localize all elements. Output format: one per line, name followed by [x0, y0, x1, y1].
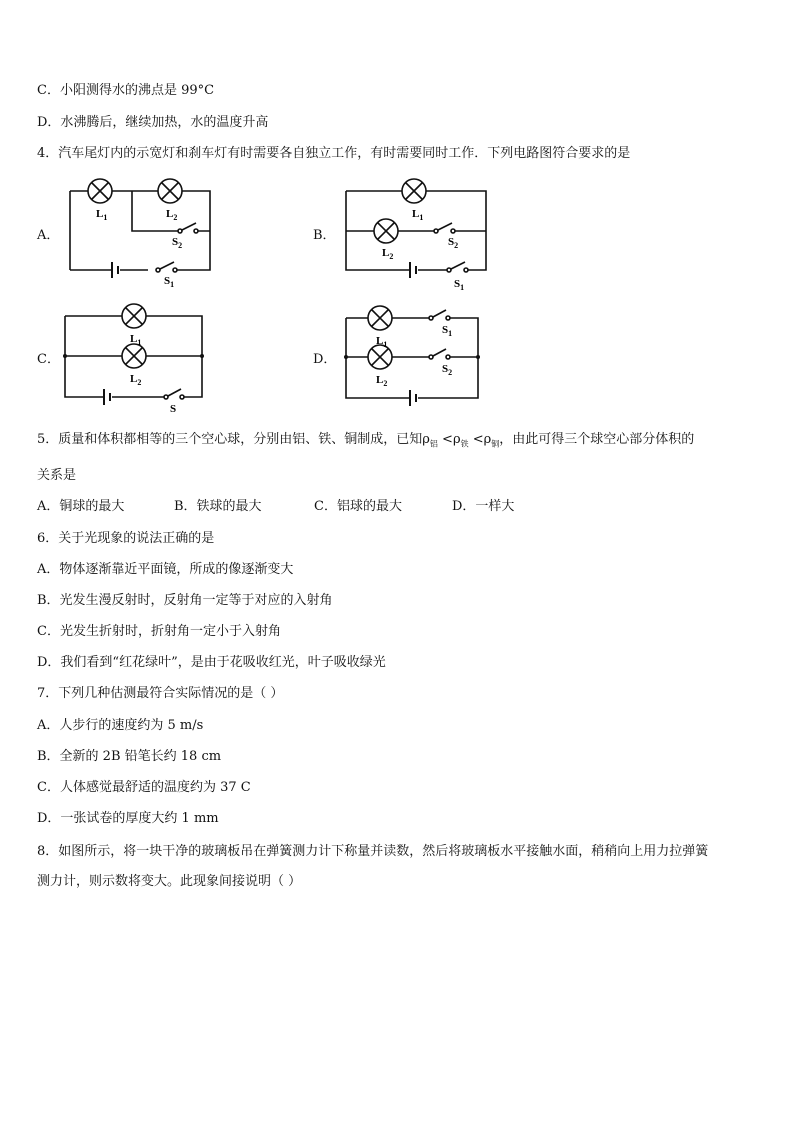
- circuit-diagram-c: [60, 300, 220, 415]
- label-s1: $S_1$: [442, 324, 453, 338]
- label-l2: $L_2$: [166, 208, 178, 222]
- label-s: S: [170, 403, 177, 415]
- circuit-diagram-d: [336, 300, 496, 415]
- q4-option-c-label: C．: [37, 352, 60, 367]
- q7-option-b: B．全新的 2B 铅笔长约 18 cm: [37, 749, 222, 764]
- q5-options: [37, 498, 514, 516]
- q6-option-b: B．光发生漫反射时，反射角一定等于对应的入射角: [37, 593, 333, 608]
- q6-option-c: C．光发生折射时，折射角一定小于入射角: [37, 624, 281, 639]
- q7-option-a: A．人步行的速度约为 5 m/s: [37, 718, 204, 733]
- switch-s1-icon: [429, 310, 450, 320]
- q4-option-b-label: B．: [313, 228, 336, 243]
- q5-option-c: C．铝球的最大: [314, 499, 402, 514]
- label-l1: $L_1$: [376, 335, 388, 349]
- q4-option-d-label: D．: [313, 352, 337, 367]
- q6-option-d: D．我们看到“红花绿叶”，是由于花吸收红光，叶子吸收绿光: [37, 655, 386, 670]
- label-s2: $S_2$: [172, 236, 183, 250]
- q4-stem: 4．汽车尾灯内的示宽灯和刹车灯有时需要各自独立工作，有时需要同时工作．下列电路图符合要求的是: [37, 146, 631, 161]
- lamp-l2-icon: [122, 344, 146, 368]
- lamp-l1-icon: [402, 179, 426, 203]
- circuit-diagram-a: [60, 176, 220, 289]
- label-l1: $L_1$: [130, 333, 142, 347]
- q3-option-d: D．水沸腾后，继续加热，水的温度升高: [37, 115, 269, 130]
- q6-option-a: A．物体逐渐靠近平面镜，所成的像逐渐变大: [37, 562, 294, 577]
- label-l2: $L_2$: [382, 247, 394, 261]
- q5-stem-line-1: 5．质量和体积都相等的三个空心球，分别由铝、铁、铜制成，已知$\rho_铝 <\rho_铁 <\rho_铜$，由此可得三个球空心部分体积的: [37, 432, 695, 449]
- label-l2: $L_2$: [130, 373, 142, 387]
- label-s2: $S_2$: [442, 363, 453, 377]
- switch-s1-icon: [447, 262, 468, 272]
- label-s1: $S_1$: [164, 275, 175, 289]
- label-s2: $S_2$: [448, 236, 459, 250]
- q7-stem: 7．下列几种估测最符合实际情况的是（ ）: [37, 686, 284, 701]
- switch-s1-icon: [156, 262, 177, 272]
- lamp-l1-icon: [88, 179, 112, 203]
- switch-s2-icon: [434, 223, 455, 233]
- q5-stem-line-2: 关系是: [37, 468, 77, 483]
- q6-stem: 6．关于光现象的说法正确的是: [37, 531, 215, 546]
- lamp-l2-icon: [158, 179, 182, 203]
- q5-option-a: A．铜球的最大: [37, 499, 125, 514]
- switch-s2-icon: [178, 223, 198, 233]
- switch-s-icon: [164, 389, 184, 399]
- lamp-l2-icon: [368, 345, 392, 369]
- q5-option-d: D．一样大: [452, 499, 515, 514]
- q8-stem-line-2: 测力计，则示数将变大。此现象间接说明（ ）: [37, 874, 302, 889]
- switch-s2-icon: [429, 349, 450, 359]
- label-l2: $L_2$: [376, 374, 388, 388]
- label-l1: $L_1$: [96, 208, 108, 222]
- label-l1: $L_1$: [412, 208, 424, 222]
- lamp-l2-icon: [374, 219, 398, 243]
- q5-option-b: B．铁球的最大: [174, 499, 262, 514]
- q4-option-a-label: A．: [37, 228, 60, 243]
- circuit-diagram-b: [336, 176, 496, 292]
- label-s1: $S_1$: [454, 278, 465, 292]
- lamp-l1-icon: [368, 306, 392, 330]
- lamp-l1-icon: [122, 304, 146, 328]
- q3-option-c: C．小阳测得水的沸点是 99°C: [37, 83, 215, 98]
- q7-option-d: D．一张试卷的厚度大约 1 mm: [37, 811, 219, 826]
- q7-option-c: C．人体感觉最舒适的温度约为 37 C: [37, 780, 251, 795]
- q8-stem-line-1: 8．如图所示，将一块干净的玻璃板吊在弹簧测力计下称量并读数，然后将玻璃板水平接触水面，稍稍向上用力拉弹簧: [37, 844, 709, 859]
